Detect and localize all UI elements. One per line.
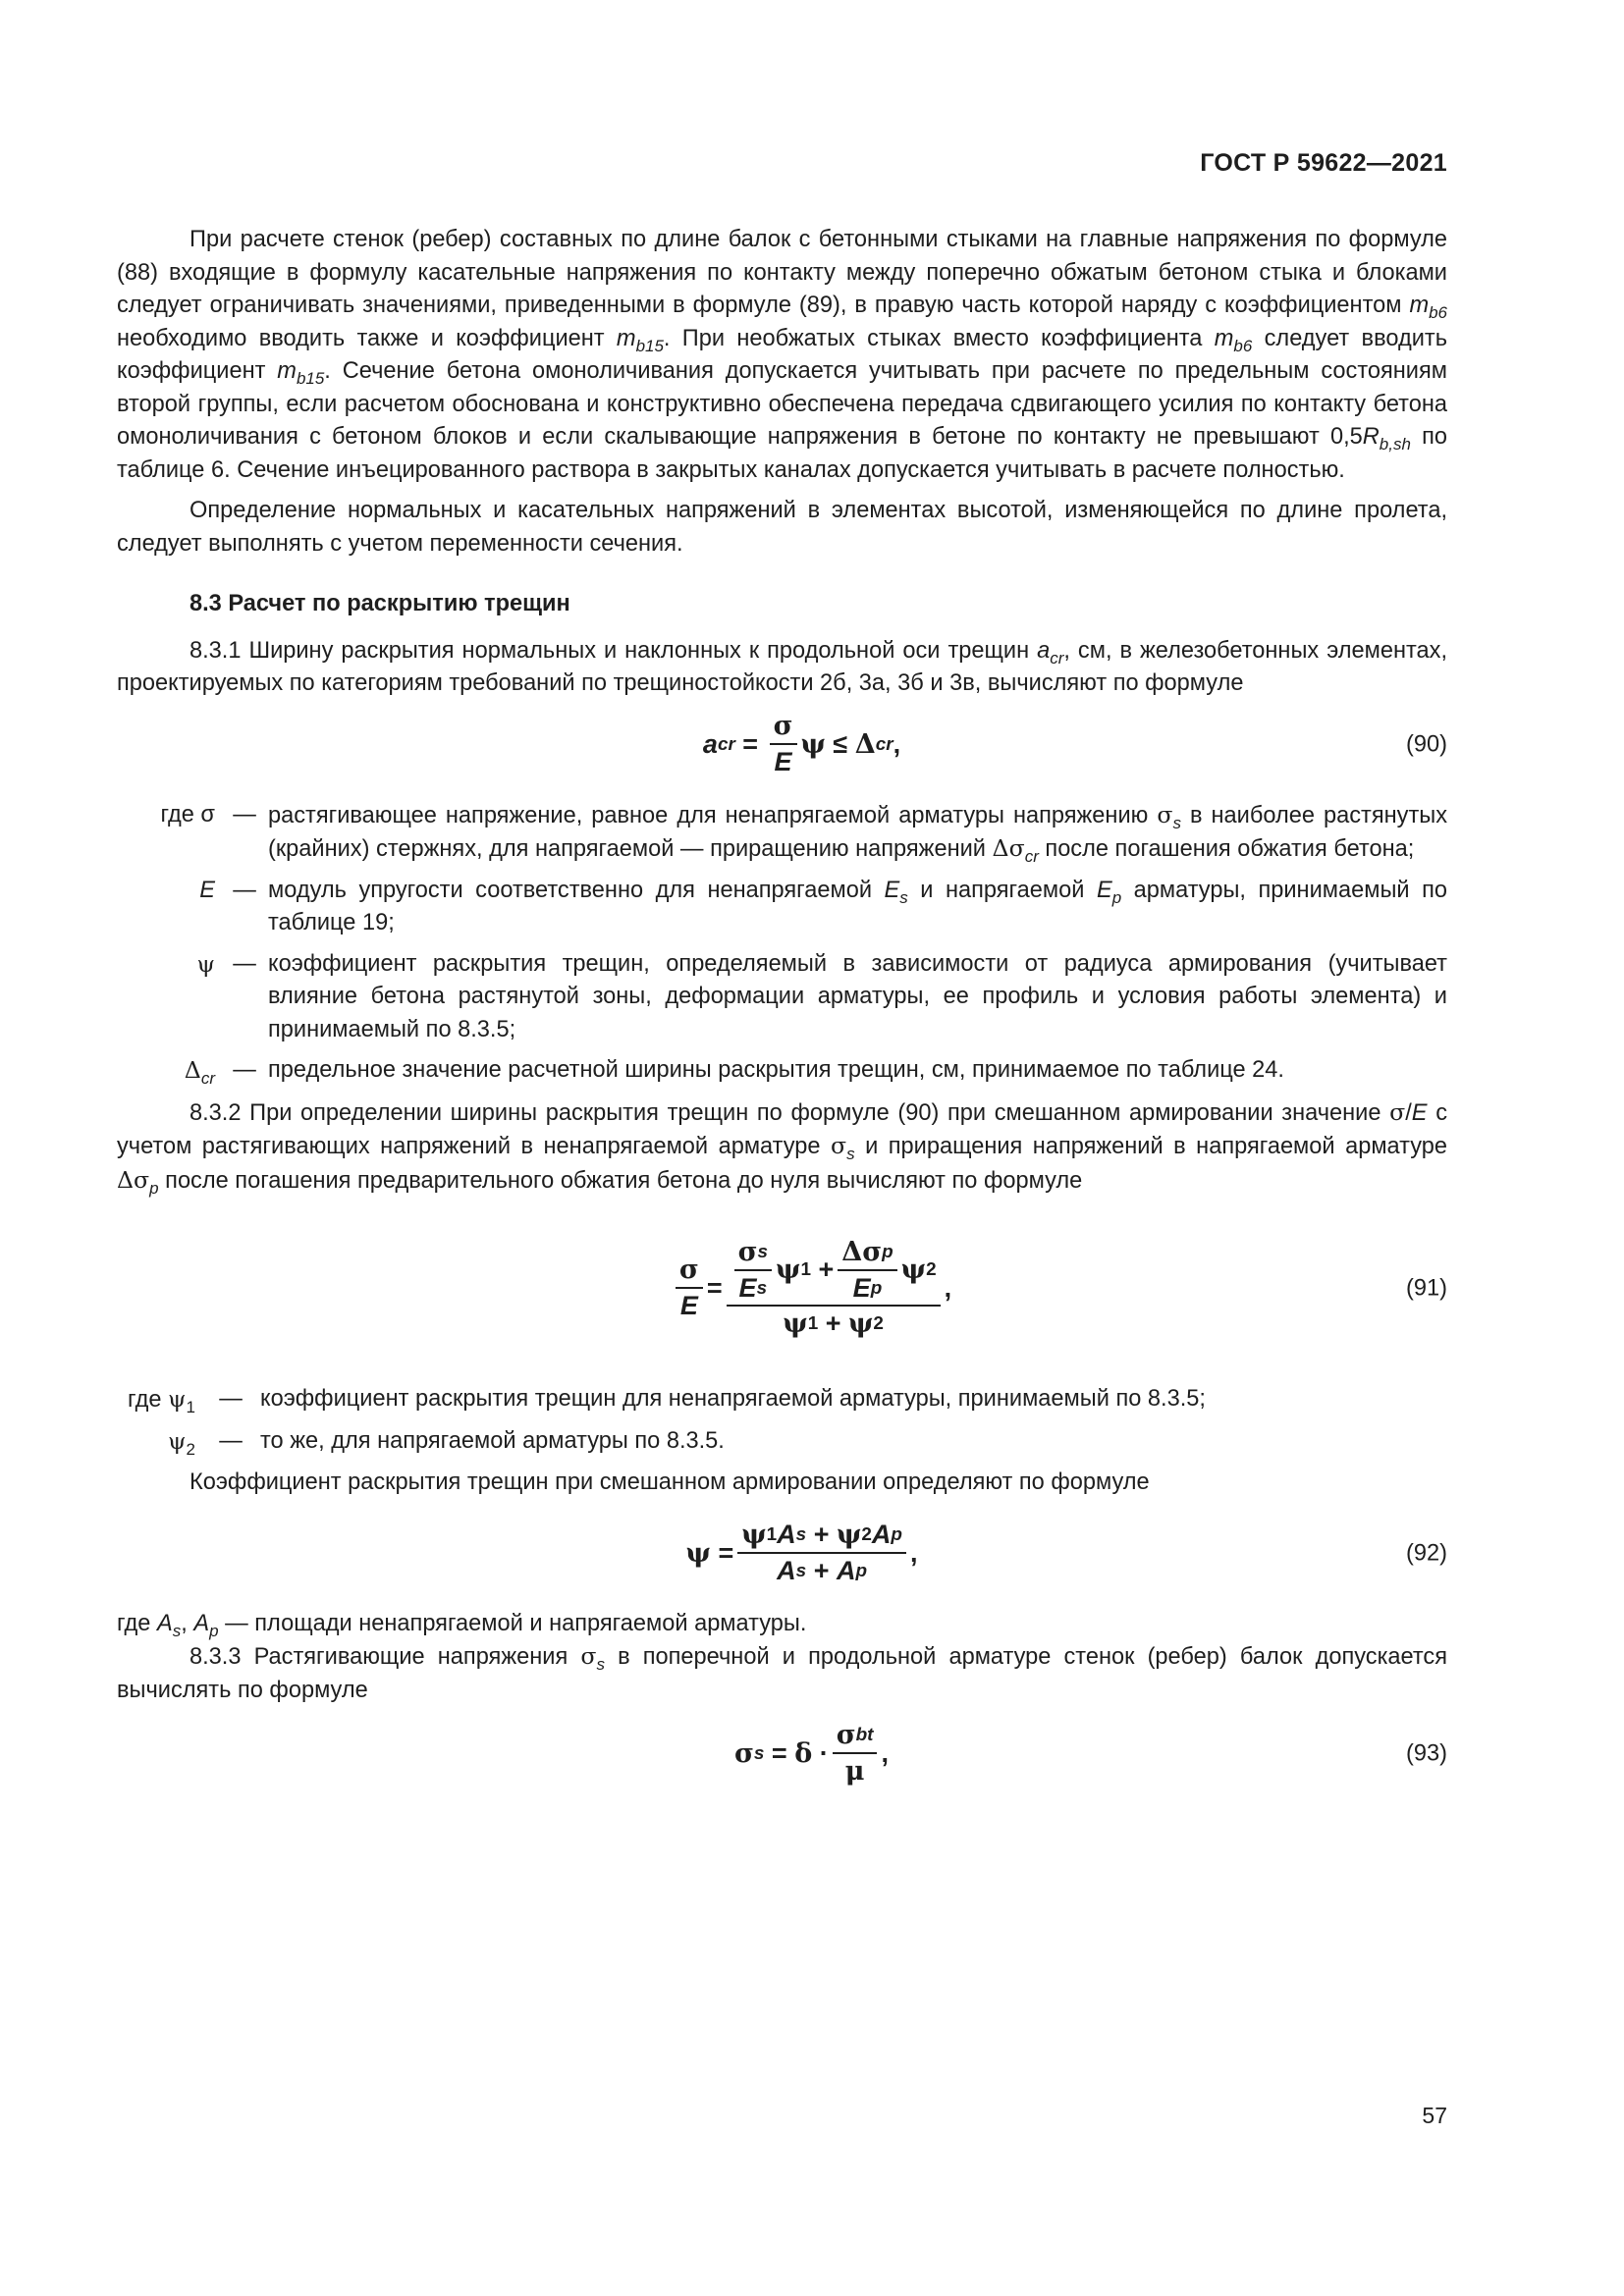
definition-delta-cr: $\Delta_{cr}$ — предельное значение расчетной ширины раскрытия трещин, см, принимаемое по таблице 24. [184,1056,1284,1088]
definitions-91 [117,1383,1447,1459]
definition-psi2: $\psi_2$ — то же, для напрягаемой арматуры по 8.3.5. [168,1426,725,1459]
paragraph-areas: где $A_s$, $A_p$ — площади ненапрягаемой и напрягаемой арматуры. [117,1610,807,1640]
formula-93: σ s = δ · σ bt μ , (93) [733,1720,1447,1787]
paragraph-variable-section: Определение нормальных и касательных напряжений в элементах высотой, изменяющейся по длине пролета, следует выполнять с учетом переменности сечения. [117,498,1447,557]
definition-psi: ψ — коэффициент раскрытия трещин, определяемый в зависимости от радиуса армирования (учитывает влияние бетона растянутой зоны, деформации арматуры, ее профиль и условия работы элемента) и принимаемый по 8.3.5; [196,949,1447,1042]
page-content [117,224,1447,1800]
formula-number: (92) [1406,1539,1447,1566]
definition-psi1: где $\psi_1$ — коэффициент раскрытия трещин для ненапрягаемой арматуры, принимаемый по 8.3.5; [128,1385,1206,1416]
formula-number: (93) [1406,1739,1447,1766]
definitions-90 [117,799,1447,1089]
paragraph-8-3-2: 8.3.2 При определении ширины раскрытия трещин по формуле (90) при смешанном армировании значение σ/E с учетом растягивающих напряжений в ненапрягаемой арматуре $\sigma_s$ и приращения напряжений в напрягаемой арматуре $\Delta\sigma_p$ после погашения предварительного обжатия бетона до нуля вычисляют по формуле [117,1097,1447,1198]
paragraph-8-3-3: 8.3.3 Растягивающие напряжения $\sigma_s$ в поперечной и продольной арматуре стенок (ребер) балок допускается вычислять по формуле [117,1642,1447,1703]
formula-90: a cr = $\frac{\sigma}{E}$ ψ ≤ Δ cr , (90) [702,711,1447,776]
formula-92: ψ = ψ 1 A s + ψ 2 A p A s + A p , (92) [685,1520,1447,1585]
paragraph-8-3-1: 8.3.1 Ширину раскрытия нормальных и наклонных к продольной оси трещин $a_{cr}$, см, в железобетонных элементах, проектируемых по категориям требований по трещиностойкости 2б, 3а, 3б и 3в, вычисляют по формуле [117,637,1447,696]
section-heading: 8.3 Расчет по раскрытию трещин [189,591,570,616]
paragraph-composite-beams: При расчете стенок (ребер) составных по длине балок с бетонными стыками на главные напряжения по формуле (88) входящие в формулу касательные напряжения по контакту между поперечно обжатым бетоном стыка и блоками следует ограничивать значениями, приведенными в формуле (89), в правую часть которой наряду с коэффициентом $m_{b6}$ необходимо вводить также и коэффициент $m_{b15}$. При необжатых стыках вместо коэффициента $m_{b6}$ следует вводить коэффициент $m_{b15}$. Сечение бетона омоноличивания допускается учитывать при расчете по предельным состояниям второй группы, если расчетом обоснована и конструктивно обеспечена передача сдвигающего усилия по контакту бетона омоноличивания с бетоном блоков и если скалывающие напряжения в бетоне по контакту не превышают $0,5R_{b,sh}$ по таблице 6. Сечение инъецированного раствора в закрытых каналах допускается учитывать в расчете полностью. [117,227,1448,483]
page-number: 57 [1422,2103,1447,2128]
formula-91: $\frac{\sigma}{E}$ = σ s E s ψ 1 + Δσ p E p ψ 2 ψ 1 + ψ 2 , (91) [117,1198,1447,1379]
formula-number: (90) [1406,730,1447,757]
definition-e: E — модуль упругости соответственно для ненапрягаемой $E_s$ и напрягаемой $E_p$ арматуры, принимаемый по таблице 19; [199,877,1448,935]
definition-sigma: где σ — растягивающее напряжение, равное для ненапрягаемой арматуры напряжению $\sigma_s$ в наиболее растянутых (крайних) стержнях, для напрягаемой — приращению напряжений $\Delta\sigma_{cr}$ после погашения обжатия бетона; [160,800,1447,866]
paragraph-mixed-reinforcement: Коэффициент раскрытия трещин при смешанном армировании определяют по формуле [189,1469,1150,1495]
page-header: ГОСТ Р 59622—2021 [1200,149,1447,177]
formula-number: (91) [1406,1274,1447,1301]
